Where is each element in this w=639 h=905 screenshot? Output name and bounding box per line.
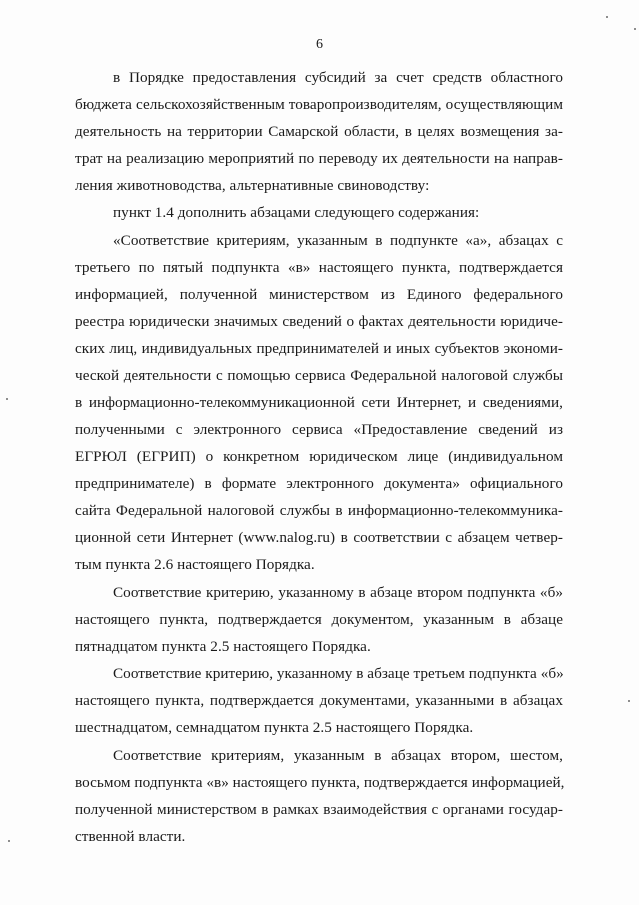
text-line: деятельность на территории Самарской области, в целях возмещения за- [75, 123, 563, 140]
text-line: реестра юридически значимых сведений о фактах деятельности юридиче- [75, 313, 563, 330]
text-line: «Соответствие критериям, указанным в подпункте «а», абзацах с [113, 232, 563, 249]
text-line: ЕГРЮЛ (ЕГРИП) о конкретном юридическом лице (индивидуальном [75, 448, 563, 465]
text-line: сайта Федеральной налоговой службы в информационно-телекоммуника- [75, 502, 563, 519]
text-line: восьмом подпункта «в» настоящего пункта, подтверждается информацией, [75, 774, 565, 791]
text-line: Соответствие критерию, указанному в абзаце втором подпункта «б» [113, 584, 563, 601]
text-line: Соответствие критериям, указанным в абзацах втором, шестом, [113, 747, 563, 764]
scan-speck [628, 700, 630, 702]
text-line: тым пункта 2.6 настоящего Порядка. [75, 556, 315, 573]
text-line: третьего по пятый подпункта «в» настоящего пункта, подтверждается [75, 259, 563, 276]
scan-speck [634, 28, 636, 30]
text-line: информацией, полученной министерством из Единого федерального [75, 286, 563, 303]
page-number: 6 [316, 37, 323, 52]
text-line: ционной сети Интернет (www.nalog.ru) в соответствии с абзацем четвер- [75, 529, 563, 546]
text-line: пятнадцатом пункта 2.5 настоящего Порядка. [75, 638, 371, 655]
text-line: ственной власти. [75, 828, 186, 845]
text-line: настоящего пункта, подтверждается документами, указанными в абзацах [75, 692, 563, 709]
text-line: в Порядке предоставления субсидий за счет средств областного [113, 69, 563, 86]
scan-speck [606, 16, 608, 18]
text-line: полученной министерством в рамках взаимодействия с органами государ- [75, 801, 563, 818]
text-line: полученными с электронного сервиса «Предоставление сведений из [75, 421, 563, 438]
text-line: предпринимателе) в формате электронного документа» официального [75, 475, 563, 492]
text-line: ления животноводства, альтернативные свиноводству: [75, 177, 430, 194]
scan-speck [6, 398, 8, 400]
scan-speck [8, 840, 10, 842]
text-line: пункт 1.4 дополнить абзацами следующего содержания: [113, 204, 480, 221]
text-line: в информационно-телекоммуникационной сети Интернет, и сведениями, [75, 394, 563, 411]
text-line: ческой деятельности с помощью сервиса Федеральной налоговой службы [75, 367, 563, 384]
text-line: шестнадцатом, семнадцатом пункта 2.5 настоящего Порядка. [75, 719, 474, 736]
text-line: трат на реализацию мероприятий по переводу их деятельности на направ- [75, 150, 563, 167]
text-line: настоящего пункта, подтверждается документом, указанным в абзаце [75, 611, 563, 628]
text-line: Соответствие критерию, указанному в абзаце третьем подпункта «б» [113, 665, 564, 682]
text-line: ских лиц, индивидуальных предпринимателей и иных субъектов экономи- [75, 340, 563, 357]
text-line: бюджета сельскохозяйственным товаропроизводителям, осуществляющим [75, 96, 563, 113]
